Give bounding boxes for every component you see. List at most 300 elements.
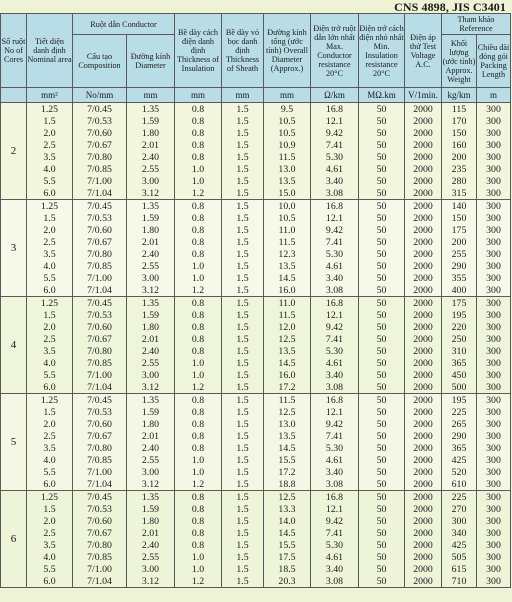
table-cell: 280 xyxy=(442,175,477,187)
table-cell: 3.00 xyxy=(127,175,175,187)
table-cell: 2.55 xyxy=(127,163,175,175)
table-cell: 2000 xyxy=(405,127,442,139)
table-cell: 3.00 xyxy=(127,272,175,284)
table-cell: 300 xyxy=(477,163,511,175)
table-cell: 1.35 xyxy=(127,491,175,504)
table-cell: 0.8 xyxy=(175,527,222,539)
table-cell: 300 xyxy=(477,321,511,333)
table-cell: 11.5 xyxy=(264,151,311,163)
table-cell: 16.8 xyxy=(311,297,359,310)
table-cell: 7/0.85 xyxy=(73,163,127,175)
table-cell: 200 xyxy=(442,151,477,163)
table-cell: 50 xyxy=(359,563,405,575)
table-cell: 115 xyxy=(442,103,477,116)
table-cell: 50 xyxy=(359,248,405,260)
header-diameter: Đường kính Diameter xyxy=(127,35,175,88)
table-cell: 2000 xyxy=(405,345,442,357)
table-cell: 7/0.80 xyxy=(73,345,127,357)
table-cell: 50 xyxy=(359,309,405,321)
table-cell: 1.5 xyxy=(222,248,264,260)
table-cell: 50 xyxy=(359,103,405,116)
table-cell: 50 xyxy=(359,163,405,175)
table-cell: 3.40 xyxy=(311,563,359,575)
table-cell: 4.0 xyxy=(27,551,73,563)
table-cell: 1.5 xyxy=(222,321,264,333)
table-cell: 300 xyxy=(477,575,511,588)
table-cell: 50 xyxy=(359,406,405,418)
table-cell: 3.5 xyxy=(27,539,73,551)
table-cell: 7/1.04 xyxy=(73,478,127,491)
table-cell: 1.5 xyxy=(222,345,264,357)
table-cell: 15.5 xyxy=(264,539,311,551)
table-cell: 7/0.60 xyxy=(73,515,127,527)
table-cell: 10.5 xyxy=(264,115,311,127)
table-cell: 4.61 xyxy=(311,454,359,466)
table-cell: 1.2 xyxy=(175,284,222,297)
table-cell: 7/0.45 xyxy=(73,394,127,407)
table-cell: 1.59 xyxy=(127,115,175,127)
table-cell: 4.61 xyxy=(311,260,359,272)
table-cell: 610 xyxy=(442,478,477,491)
table-cell: 2000 xyxy=(405,200,442,213)
table-cell: 0.8 xyxy=(175,248,222,260)
table-cell: 17.5 xyxy=(264,551,311,563)
table-cell: 50 xyxy=(359,151,405,163)
table-cell: 1.5 xyxy=(222,115,264,127)
header-reference-group: Tham khảo Reference xyxy=(442,14,511,35)
table-cell: 425 xyxy=(442,454,477,466)
table-cell: 2.40 xyxy=(127,539,175,551)
table-cell: 50 xyxy=(359,357,405,369)
table-cell: 7/0.80 xyxy=(73,151,127,163)
table-cell: 300 xyxy=(477,503,511,515)
table-cell: 3.5 xyxy=(27,442,73,454)
table-cell: 9.5 xyxy=(264,103,311,116)
table-cell: 7/1.00 xyxy=(73,466,127,478)
table-cell: 4.61 xyxy=(311,163,359,175)
table-cell: 2.0 xyxy=(27,515,73,527)
table-cell: 7/0.60 xyxy=(73,418,127,430)
table-cell: 17.2 xyxy=(264,381,311,394)
table-cell: 300 xyxy=(477,357,511,369)
table-cell: 615 xyxy=(442,563,477,575)
table-cell: 7/1.00 xyxy=(73,272,127,284)
table-cell: 1.80 xyxy=(127,127,175,139)
table-cell: 50 xyxy=(359,381,405,394)
table-cell: 2000 xyxy=(405,563,442,575)
table-cell: 2000 xyxy=(405,478,442,491)
table-row xyxy=(1,466,511,478)
table-cell: 300 xyxy=(477,272,511,284)
table-cell: 13.5 xyxy=(264,345,311,357)
table-cell: 1.5 xyxy=(222,200,264,213)
table-cell: 290 xyxy=(442,260,477,272)
table-cell: 300 xyxy=(477,297,511,310)
table-cell: 300 xyxy=(477,515,511,527)
table-cell: 195 xyxy=(442,309,477,321)
table-cell: 6.0 xyxy=(27,575,73,588)
table-cell: 1.25 xyxy=(27,491,73,504)
table-cell: 3.08 xyxy=(311,575,359,588)
table-row xyxy=(1,115,511,127)
table-cell: 315 xyxy=(442,187,477,200)
table-cell: 300 xyxy=(442,515,477,527)
table-cell: 7/0.67 xyxy=(73,527,127,539)
cores-cell: 4 xyxy=(1,297,27,394)
table-cell: 50 xyxy=(359,321,405,333)
table-cell: 3.08 xyxy=(311,187,359,200)
table-cell: 7/0.80 xyxy=(73,248,127,260)
table-cell: 2000 xyxy=(405,369,442,381)
table-cell: 1.5 xyxy=(222,381,264,394)
table-cell: 1.5 xyxy=(222,430,264,442)
table-cell: 1.0 xyxy=(175,454,222,466)
table-cell: 12.5 xyxy=(264,491,311,504)
table-cell: 1.0 xyxy=(175,175,222,187)
table-row xyxy=(1,575,511,588)
table-cell: 5.30 xyxy=(311,345,359,357)
table-cell: 300 xyxy=(477,248,511,260)
table-cell: 50 xyxy=(359,478,405,491)
table-cell: 1.5 xyxy=(222,418,264,430)
table-cell: 50 xyxy=(359,236,405,248)
table-cell: 270 xyxy=(442,503,477,515)
table-cell: 7/1.04 xyxy=(73,575,127,588)
table-cell: 1.59 xyxy=(127,406,175,418)
table-cell: 175 xyxy=(442,297,477,310)
table-cell: 225 xyxy=(442,406,477,418)
table-cell: 300 xyxy=(477,551,511,563)
header-area: Tiết diện danh định Nominal area xyxy=(27,14,73,88)
table-cell: 1.5 xyxy=(222,491,264,504)
table-cell: 1.5 xyxy=(222,127,264,139)
table-cell: 50 xyxy=(359,491,405,504)
table-cell: 13.5 xyxy=(264,260,311,272)
table-cell: 2000 xyxy=(405,163,442,175)
table-cell: 2000 xyxy=(405,381,442,394)
table-row xyxy=(1,187,511,200)
table-cell: 3.00 xyxy=(127,369,175,381)
table-cell: 300 xyxy=(477,103,511,116)
table-cell: 14.5 xyxy=(264,527,311,539)
table-cell: 1.0 xyxy=(175,551,222,563)
table-cell: 3.00 xyxy=(127,466,175,478)
table-row xyxy=(1,200,511,213)
table-cell: 50 xyxy=(359,539,405,551)
table-row xyxy=(1,127,511,139)
table-row xyxy=(1,297,511,310)
table-cell: 1.80 xyxy=(127,515,175,527)
table-cell: 11.0 xyxy=(264,224,311,236)
table-cell: 50 xyxy=(359,454,405,466)
table-cell: 300 xyxy=(477,151,511,163)
table-cell: 1.5 xyxy=(222,539,264,551)
table-cell: 300 xyxy=(477,236,511,248)
table-cell: 2.5 xyxy=(27,139,73,151)
unit-cell: Ω/km xyxy=(311,88,359,103)
table-cell: 1.5 xyxy=(222,260,264,272)
table-row xyxy=(1,503,511,515)
table-cell: 300 xyxy=(477,527,511,539)
table-row xyxy=(1,442,511,454)
table-cell: 4.0 xyxy=(27,163,73,175)
table-cell: 50 xyxy=(359,503,405,515)
table-cell: 2.01 xyxy=(127,139,175,151)
table-cell: 12.0 xyxy=(264,321,311,333)
table-cell: 300 xyxy=(477,442,511,454)
table-row xyxy=(1,248,511,260)
table-cell: 225 xyxy=(442,491,477,504)
table-cell: 1.5 xyxy=(222,187,264,200)
table-cell: 2000 xyxy=(405,515,442,527)
table-cell: 2000 xyxy=(405,284,442,297)
table-cell: 2000 xyxy=(405,466,442,478)
table-cell: 16.0 xyxy=(264,284,311,297)
table-cell: 300 xyxy=(477,224,511,236)
table-cell: 2.55 xyxy=(127,260,175,272)
table-cell: 0.8 xyxy=(175,333,222,345)
table-cell: 300 xyxy=(477,418,511,430)
table-cell: 0.8 xyxy=(175,394,222,407)
table-cell: 14.5 xyxy=(264,442,311,454)
table-cell: 13.0 xyxy=(264,418,311,430)
table-row xyxy=(1,151,511,163)
table-cell: 1.5 xyxy=(222,151,264,163)
table-cell: 3.00 xyxy=(127,563,175,575)
table-cell: 3.12 xyxy=(127,187,175,200)
table-cell: 1.5 xyxy=(222,272,264,284)
table-cell: 300 xyxy=(477,127,511,139)
table-cell: 2000 xyxy=(405,260,442,272)
table-row xyxy=(1,515,511,527)
table-cell: 2.5 xyxy=(27,236,73,248)
table-cell: 170 xyxy=(442,115,477,127)
table-row xyxy=(1,272,511,284)
cable-spec-table xyxy=(0,13,511,588)
table-cell: 2.01 xyxy=(127,333,175,345)
table-cell: 160 xyxy=(442,139,477,151)
table-cell: 16.0 xyxy=(264,369,311,381)
table-cell: 50 xyxy=(359,284,405,297)
table-cell: 6.0 xyxy=(27,187,73,200)
cores-cell: 6 xyxy=(1,491,27,588)
table-cell: 1.2 xyxy=(175,187,222,200)
table-cell: 18.8 xyxy=(264,478,311,491)
table-cell: 1.0 xyxy=(175,260,222,272)
table-cell: 300 xyxy=(477,369,511,381)
unit-cell: No/mm xyxy=(73,88,127,103)
table-cell: 1.80 xyxy=(127,224,175,236)
table-cell: 300 xyxy=(477,200,511,213)
table-cell: 2.0 xyxy=(27,127,73,139)
table-cell: 12.5 xyxy=(264,333,311,345)
header-cores: Số ruột No of Cores xyxy=(1,14,27,88)
table-cell: 2.55 xyxy=(127,357,175,369)
table-cell: 150 xyxy=(442,212,477,224)
table-cell: 50 xyxy=(359,369,405,381)
table-cell: 0.8 xyxy=(175,309,222,321)
table-cell: 300 xyxy=(477,454,511,466)
table-cell: 1.5 xyxy=(222,236,264,248)
table-cell: 2000 xyxy=(405,491,442,504)
table-cell: 7/0.85 xyxy=(73,357,127,369)
table-cell: 2.5 xyxy=(27,527,73,539)
table-cell: 7/1.00 xyxy=(73,175,127,187)
table-row xyxy=(1,224,511,236)
table-cell: 400 xyxy=(442,284,477,297)
table-row xyxy=(1,309,511,321)
table-cell: 300 xyxy=(477,466,511,478)
table-cell: 2.01 xyxy=(127,527,175,539)
table-cell: 7/1.00 xyxy=(73,563,127,575)
table-row xyxy=(1,527,511,539)
table-cell: 5.30 xyxy=(311,442,359,454)
table-cell: 7/0.80 xyxy=(73,442,127,454)
header-weight: Khối lượng (ước tính) Approx. Weight xyxy=(442,35,477,88)
table-cell: 1.2 xyxy=(175,381,222,394)
header-sheath: Bề dày vỏ bọc danh định Thickness of Sheath xyxy=(222,14,264,88)
table-cell: 1.0 xyxy=(175,357,222,369)
table-cell: 12.3 xyxy=(264,248,311,260)
table-row xyxy=(1,345,511,357)
table-cell: 505 xyxy=(442,551,477,563)
table-cell: 1.5 xyxy=(222,466,264,478)
table-cell: 2.0 xyxy=(27,418,73,430)
table-cell: 300 xyxy=(477,478,511,491)
header-composition: Cấu tạo Composition xyxy=(73,35,127,88)
table-cell: 1.2 xyxy=(175,478,222,491)
table-cell: 300 xyxy=(477,139,511,151)
standard-label: CNS 4898, JIS C3401 xyxy=(394,0,506,14)
table-cell: 3.40 xyxy=(311,466,359,478)
table-cell: 3.5 xyxy=(27,248,73,260)
table-cell: 1.5 xyxy=(222,163,264,175)
table-cell: 16.8 xyxy=(311,491,359,504)
table-cell: 1.0 xyxy=(175,163,222,175)
table-cell: 340 xyxy=(442,527,477,539)
unit-cell: kg/km xyxy=(442,88,477,103)
table-row xyxy=(1,406,511,418)
table-cell: 2.5 xyxy=(27,333,73,345)
table-cell: 2.01 xyxy=(127,430,175,442)
table-cell: 12.1 xyxy=(311,309,359,321)
header-overall-diameter: Đường kính tổng (ước tính) Overall Diameter (Approx.) xyxy=(264,14,311,88)
table-row xyxy=(1,284,511,297)
table-row xyxy=(1,175,511,187)
header-conductor-group: Ruột dẫn Conductor xyxy=(73,14,175,35)
table-row xyxy=(1,563,511,575)
table-cell: 5.30 xyxy=(311,248,359,260)
table-cell: 300 xyxy=(477,309,511,321)
table-cell: 5.30 xyxy=(311,539,359,551)
table-cell: 12.1 xyxy=(311,115,359,127)
table-row xyxy=(1,103,511,116)
table-cell: 1.5 xyxy=(222,503,264,515)
table-cell: 710 xyxy=(442,575,477,588)
table-cell: 365 xyxy=(442,357,477,369)
table-cell: 2000 xyxy=(405,175,442,187)
table-cell: 300 xyxy=(477,187,511,200)
table-cell: 0.8 xyxy=(175,515,222,527)
table-cell: 6.0 xyxy=(27,381,73,394)
table-cell: 2000 xyxy=(405,224,442,236)
table-cell: 4.0 xyxy=(27,260,73,272)
table-cell: 220 xyxy=(442,321,477,333)
table-cell: 7/0.85 xyxy=(73,551,127,563)
table-cell: 300 xyxy=(477,394,511,407)
table-cell: 1.25 xyxy=(27,297,73,310)
table-cell: 16.8 xyxy=(311,200,359,213)
table-cell: 14.5 xyxy=(264,272,311,284)
table-cell: 12.1 xyxy=(311,503,359,515)
header-insulation-resistance: Điện trở cách điện nhỏ nhất Min. Insulation resistance 20°C xyxy=(359,14,405,88)
table-cell: 50 xyxy=(359,575,405,588)
table-cell: 7/0.53 xyxy=(73,406,127,418)
table-cell: 15.0 xyxy=(264,187,311,200)
table-cell: 1.5 xyxy=(222,551,264,563)
table-cell: 10.9 xyxy=(264,139,311,151)
table-cell: 2.40 xyxy=(127,442,175,454)
table-cell: 11.5 xyxy=(264,236,311,248)
table-cell: 1.5 xyxy=(222,333,264,345)
table-cell: 1.0 xyxy=(175,466,222,478)
table-cell: 2000 xyxy=(405,418,442,430)
table-body xyxy=(1,103,511,588)
table-cell: 1.59 xyxy=(127,503,175,515)
table-cell: 12.5 xyxy=(264,406,311,418)
header-insulation: Bề dày cách điện danh định Thickness of Insulation xyxy=(175,14,222,88)
table-cell: 7/0.85 xyxy=(73,260,127,272)
table-cell: 7/1.00 xyxy=(73,369,127,381)
table-cell: 10.5 xyxy=(264,127,311,139)
table-cell: 50 xyxy=(359,272,405,284)
table-cell: 50 xyxy=(359,260,405,272)
table-cell: 5.30 xyxy=(311,151,359,163)
table-cell: 1.5 xyxy=(222,224,264,236)
table-cell: 300 xyxy=(477,175,511,187)
table-cell: 50 xyxy=(359,297,405,310)
table-cell: 3.40 xyxy=(311,272,359,284)
table-cell: 2000 xyxy=(405,115,442,127)
table-cell: 6.0 xyxy=(27,284,73,297)
table-cell: 300 xyxy=(477,430,511,442)
table-cell: 0.8 xyxy=(175,345,222,357)
table-cell: 450 xyxy=(442,369,477,381)
table-cell: 255 xyxy=(442,248,477,260)
table-cell: 2000 xyxy=(405,503,442,515)
table-cell: 1.35 xyxy=(127,297,175,310)
table-cell: 175 xyxy=(442,224,477,236)
table-cell: 7.41 xyxy=(311,527,359,539)
table-row xyxy=(1,551,511,563)
table-cell: 1.0 xyxy=(175,272,222,284)
table-cell: 2000 xyxy=(405,551,442,563)
table-cell: 13.0 xyxy=(264,163,311,175)
table-cell: 1.5 xyxy=(222,515,264,527)
unit-cell: V/1min. xyxy=(405,88,442,103)
table-cell: 425 xyxy=(442,539,477,551)
table-cell: 5.5 xyxy=(27,466,73,478)
table-cell: 50 xyxy=(359,418,405,430)
table-cell: 1.5 xyxy=(222,212,264,224)
table-cell: 1.5 xyxy=(222,297,264,310)
table-cell: 2000 xyxy=(405,236,442,248)
table-cell: 1.5 xyxy=(222,284,264,297)
table-cell: 1.35 xyxy=(127,394,175,407)
table-cell: 20.3 xyxy=(264,575,311,588)
table-cell: 3.12 xyxy=(127,575,175,588)
table-cell: 50 xyxy=(359,466,405,478)
